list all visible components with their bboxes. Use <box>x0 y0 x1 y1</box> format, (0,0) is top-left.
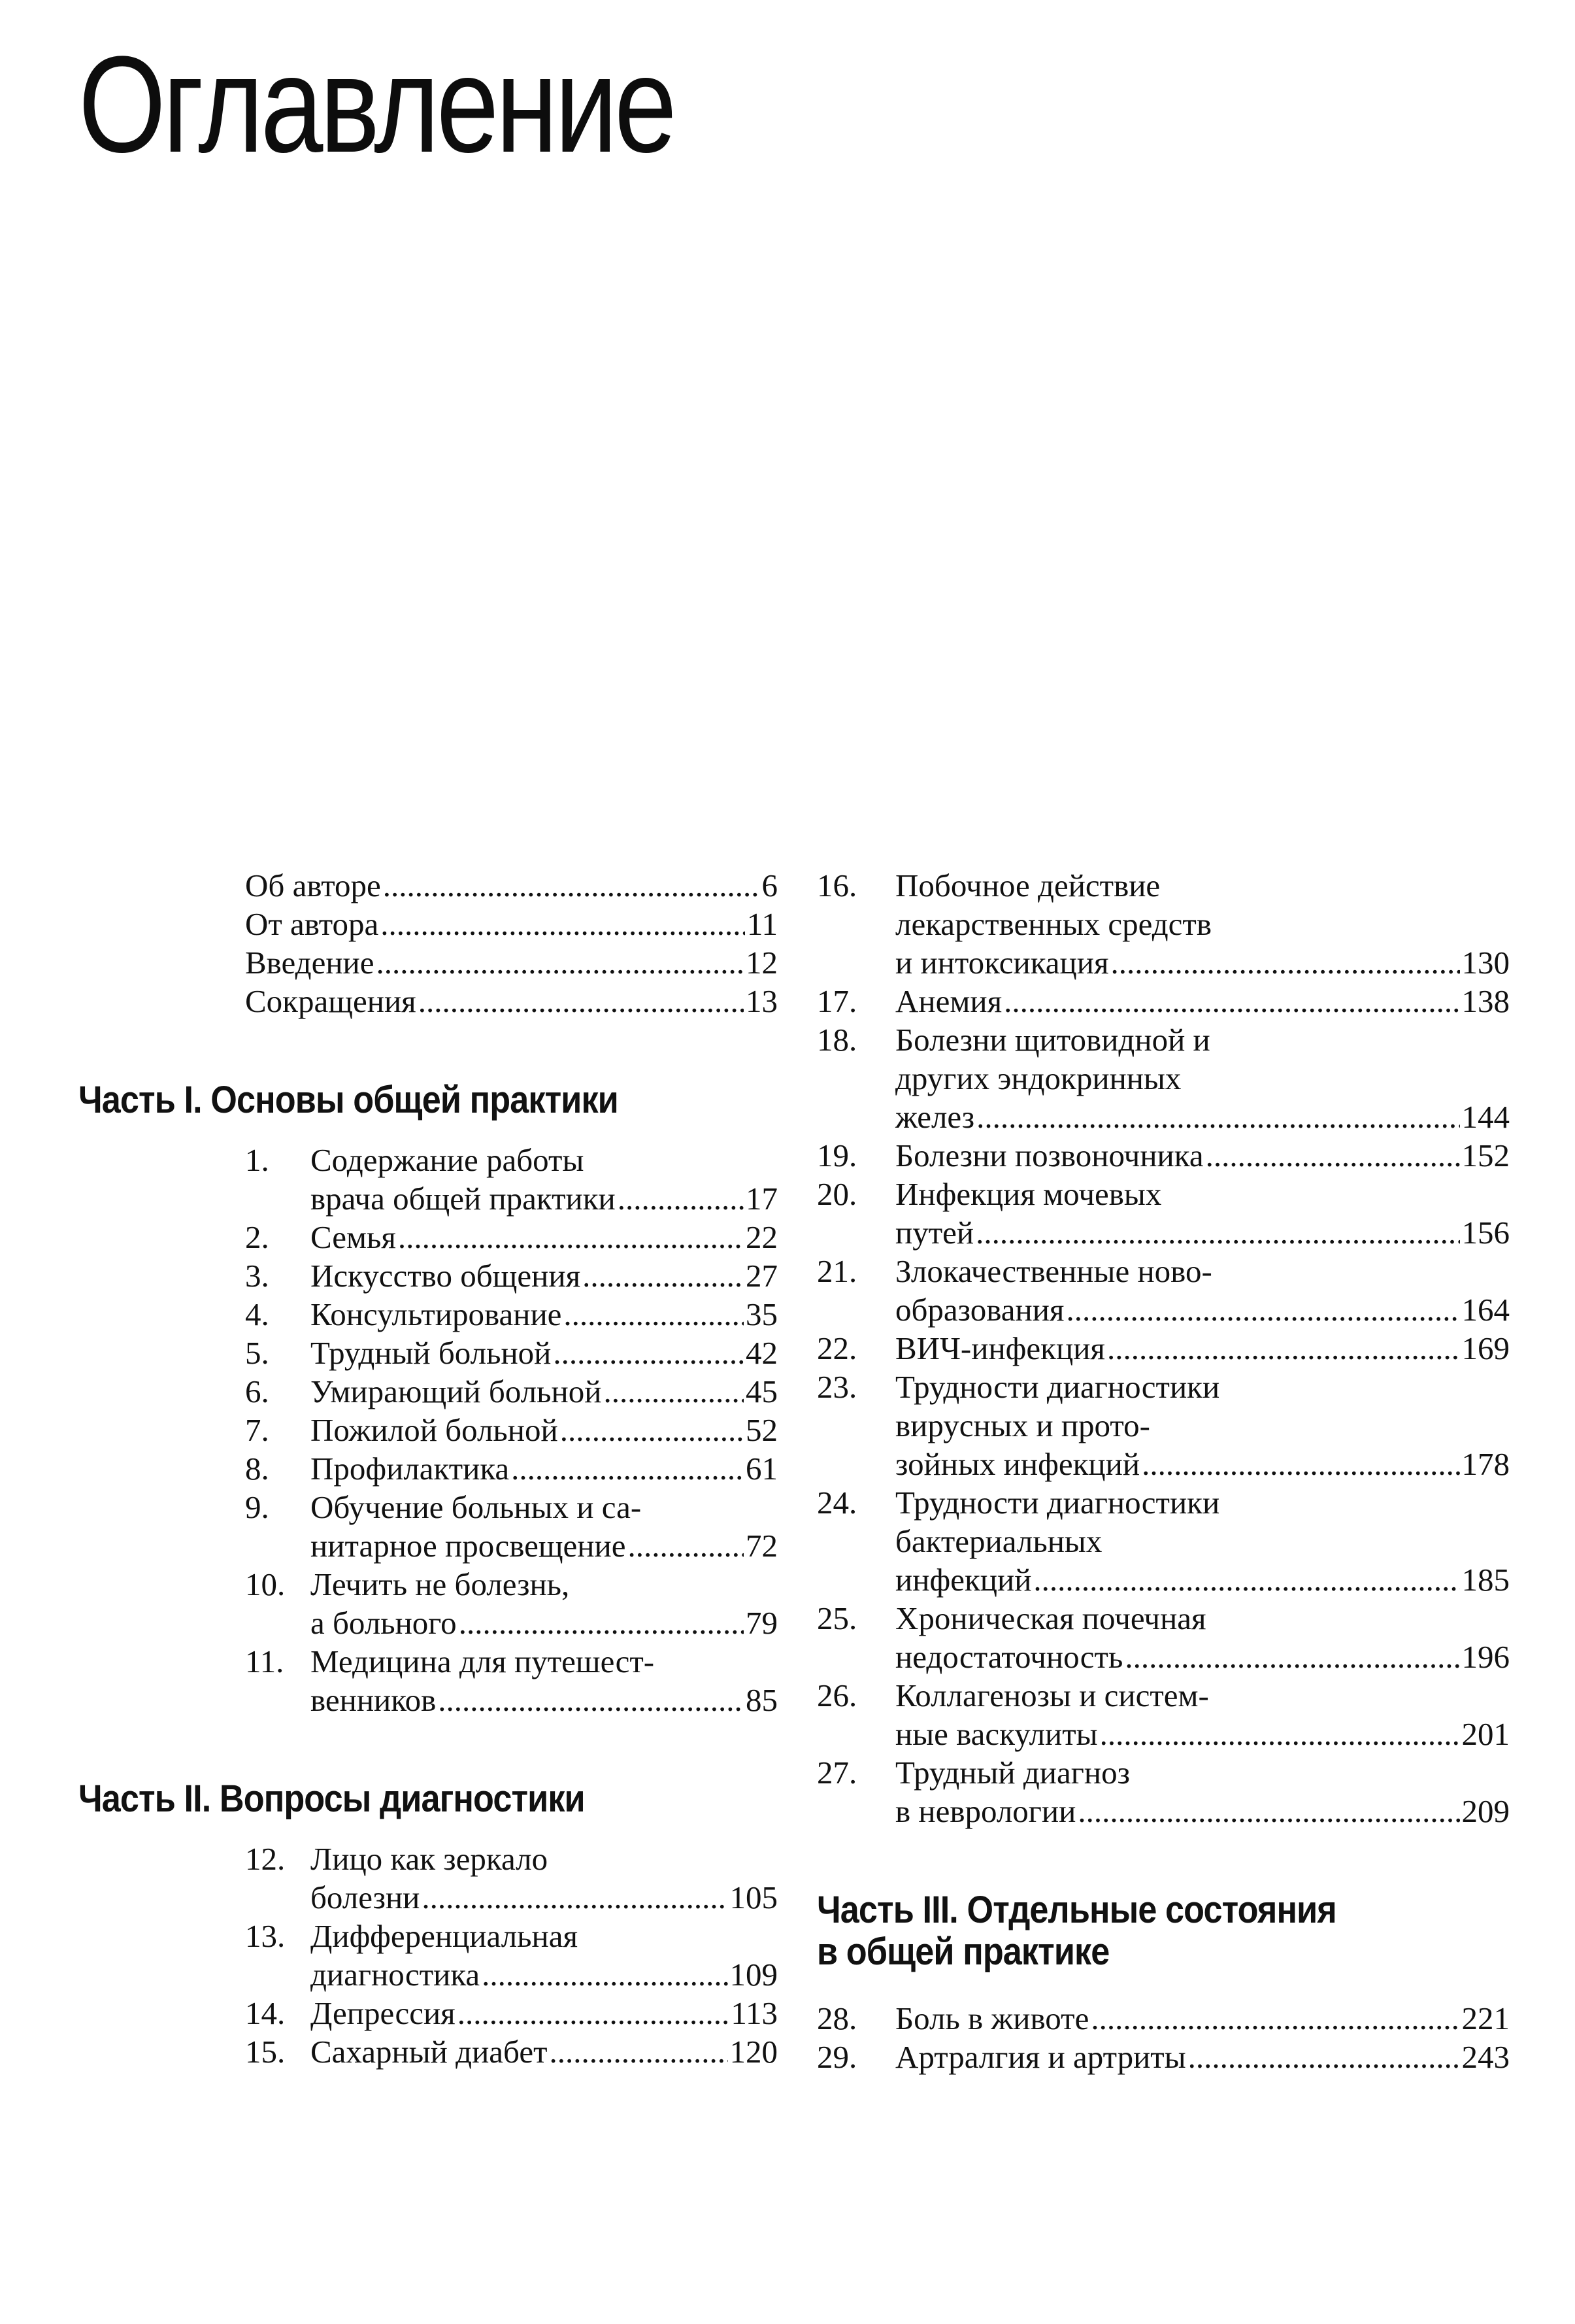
chapter-number: 10. <box>245 1566 286 1602</box>
chapter-title-line: Медицина для путешест- <box>310 1643 655 1679</box>
page-number: 152 <box>1461 1137 1510 1173</box>
chapter-number: 2. <box>245 1219 269 1255</box>
page-number: 45 <box>746 1373 778 1409</box>
page-number: 120 <box>729 2034 778 2070</box>
chapter-title-line: Боль в животе <box>895 2000 1089 2036</box>
chapter-title-line: Хроническая почечная <box>895 1600 1206 1636</box>
dot-leader <box>1033 1560 1459 1599</box>
toc-entry[interactable] <box>817 1329 1510 1368</box>
chapter-number: 4. <box>245 1296 269 1332</box>
chapter-list-part-2b <box>817 866 1510 1830</box>
toc-entry[interactable]: Введение ..... 12 <box>72 943 778 982</box>
chapter-number: 5. <box>245 1335 269 1371</box>
chapter-title-line: инфекций <box>895 1562 1032 1598</box>
toc-entry[interactable] <box>817 1175 1510 1252</box>
chapter-number: 28. <box>817 2000 857 2036</box>
page-title: Оглавление <box>78 27 674 181</box>
chapter-number: 9. <box>245 1489 269 1525</box>
page-number: 27 <box>746 1258 778 1294</box>
dot-leader <box>459 1604 744 1642</box>
dot-leader <box>618 1179 744 1218</box>
chapter-title-line: врача общей практики <box>310 1181 616 1217</box>
chapter-title-line: Сахарный диабет <box>310 2034 548 2070</box>
chapter-title-line: бактериальных <box>895 1523 1102 1559</box>
toc-entry[interactable] <box>817 866 1510 982</box>
page-number: 185 <box>1461 1562 1510 1598</box>
chapter-title-line: диагностика <box>310 1957 480 1993</box>
chapter-number: 13. <box>245 1918 286 1954</box>
dot-leader <box>1107 1329 1460 1368</box>
toc-entry[interactable] <box>72 1449 778 1488</box>
chapter-list-part-1 <box>72 1141 778 1719</box>
chapter-title-line: Трудности диагностики <box>895 1369 1220 1405</box>
chapter-number: 19. <box>817 1137 857 1173</box>
chapter-number: 24. <box>817 1485 857 1521</box>
page-number: 85 <box>746 1682 778 1718</box>
toc-left-column <box>72 866 778 2071</box>
toc-entry[interactable] <box>817 2038 1510 2076</box>
chapter-number: 21. <box>817 1253 857 1289</box>
chapter-title-line: Семья <box>310 1219 396 1255</box>
chapter-title-line: Лечить не болезнь, <box>310 1566 570 1602</box>
dot-leader <box>1206 1136 1460 1175</box>
chapter-number: 15. <box>245 2034 286 2070</box>
dot-leader <box>550 2032 728 2071</box>
page-number: 61 <box>746 1451 778 1487</box>
dot-leader <box>457 1994 729 2032</box>
chapter-title-line: Трудный диагноз <box>895 1755 1130 1791</box>
page-number: 144 <box>1461 1099 1510 1135</box>
chapter-number: 17. <box>817 983 857 1019</box>
dot-leader <box>511 1449 744 1488</box>
toc-entry[interactable] <box>817 1252 1510 1329</box>
page-number: 72 <box>746 1528 778 1564</box>
chapter-title-line: Консультирование <box>310 1296 562 1332</box>
chapter-number: 6. <box>245 1373 269 1409</box>
chapter-number: 29. <box>817 2039 857 2075</box>
chapter-title-line: ВИЧ-инфекция <box>895 1330 1105 1366</box>
chapter-title-line: болезни <box>310 1879 420 1915</box>
page-number: 164 <box>1461 1292 1510 1328</box>
page-number: 42 <box>746 1335 778 1371</box>
chapter-title-line: зойных инфекций <box>895 1446 1140 1482</box>
front-matter-list <box>72 866 778 1020</box>
chapter-number: 1. <box>245 1142 269 1178</box>
page-number: 243 <box>1461 2039 1510 2075</box>
toc-entry[interactable] <box>72 1994 778 2032</box>
dot-leader <box>1142 1445 1459 1483</box>
page-number: 113 <box>731 1995 778 2031</box>
toc-entry[interactable] <box>72 1565 778 1642</box>
toc-entry[interactable] <box>817 1483 1510 1599</box>
page-number: 109 <box>729 1957 778 1993</box>
dot-leader <box>1078 1792 1459 1830</box>
toc-entry[interactable] <box>72 1642 778 1719</box>
dot-leader <box>563 1295 744 1334</box>
page-number: 138 <box>1461 983 1510 1019</box>
chapter-title-line: Коллагенозы и систем- <box>895 1677 1209 1713</box>
toc-entry[interactable] <box>817 1999 1510 2038</box>
dot-leader <box>398 1218 744 1256</box>
chapter-title-line: ные васкулиты <box>895 1716 1098 1752</box>
chapter-number: 11. <box>245 1643 284 1679</box>
dot-leader <box>1100 1715 1460 1753</box>
chapter-title-line: в неврологии <box>895 1793 1076 1829</box>
page-number: 156 <box>1461 1215 1510 1251</box>
dot-leader <box>603 1372 744 1411</box>
page-number: 201 <box>1461 1716 1510 1752</box>
page-number: 169 <box>1461 1330 1510 1366</box>
part-heading: Часть II. Вопросы диагностики <box>78 1777 585 1820</box>
chapter-title-line: Искусство общения <box>310 1258 581 1294</box>
toc-entry[interactable] <box>817 1599 1510 1676</box>
page-number: 17 <box>746 1181 778 1217</box>
dot-leader <box>976 1213 1459 1252</box>
chapter-number: 18. <box>817 1022 857 1058</box>
toc-entry[interactable] <box>72 1488 778 1565</box>
chapter-title-line: Профилактика <box>310 1451 510 1487</box>
chapter-title-line: лекарственных средств <box>895 906 1212 942</box>
dot-leader <box>628 1526 744 1565</box>
page-number: 178 <box>1461 1446 1510 1482</box>
dot-leader <box>582 1256 744 1295</box>
page-number: 130 <box>1461 945 1510 981</box>
chapter-title-line: Содержание работы <box>310 1142 584 1178</box>
chapter-title-line: недостаточность <box>895 1639 1123 1675</box>
dot-leader <box>560 1411 744 1449</box>
toc-entry[interactable]: Об авторе ..... 6 <box>72 866 778 905</box>
toc-entry[interactable]: От автора ..... 11 <box>72 905 778 943</box>
toc-entry[interactable] <box>72 1256 778 1295</box>
toc-entry[interactable] <box>72 2032 778 2071</box>
toc-entry[interactable] <box>72 1840 778 1917</box>
toc-entry[interactable] <box>72 1295 778 1334</box>
dot-leader <box>1111 943 1460 982</box>
page-number: 209 <box>1461 1793 1510 1829</box>
chapter-number: 8. <box>245 1451 269 1487</box>
dot-leader <box>422 1878 727 1917</box>
toc-entry[interactable]: Сокращения ..... 13 <box>72 982 778 1020</box>
chapter-number: 23. <box>817 1369 857 1405</box>
toc-entry[interactable] <box>72 1334 778 1372</box>
chapter-number: 27. <box>817 1755 857 1791</box>
chapter-number: 7. <box>245 1412 269 1448</box>
dot-leader <box>482 1955 727 1994</box>
chapter-title-line: Побочное действие <box>895 867 1161 903</box>
page-number: 35 <box>746 1296 778 1332</box>
toc-right-column <box>817 866 1510 2076</box>
toc-entry[interactable] <box>817 1753 1510 1830</box>
chapter-number: 26. <box>817 1677 857 1713</box>
page-number: 196 <box>1461 1639 1510 1675</box>
chapter-number: 12. <box>245 1841 286 1877</box>
page-number: 22 <box>746 1219 778 1255</box>
chapter-title-line: вирусных и прото- <box>895 1407 1150 1443</box>
toc-entry[interactable] <box>817 1368 1510 1483</box>
chapter-number: 3. <box>245 1258 269 1294</box>
chapter-number: 22. <box>817 1330 857 1366</box>
chapter-title-line: венников <box>310 1682 437 1718</box>
dot-leader <box>1125 1638 1459 1676</box>
toc-entry[interactable] <box>72 1218 778 1256</box>
chapter-title-line: желез <box>895 1099 975 1135</box>
chapter-title-line: нитарное просвещение <box>310 1528 626 1564</box>
toc-entry[interactable] <box>72 1141 778 1218</box>
chapter-title-line: Лицо как зеркало <box>310 1841 548 1877</box>
chapter-list-part-3 <box>817 1999 1510 2076</box>
page-number: 221 <box>1461 2000 1510 2036</box>
chapter-number: 25. <box>817 1600 857 1636</box>
chapter-title-line: Обучение больных и са- <box>310 1489 642 1525</box>
page-number: 52 <box>746 1412 778 1448</box>
dot-leader <box>1066 1290 1459 1329</box>
chapter-title-line: Артралгия и артриты <box>895 2039 1186 2075</box>
chapter-title-line: Трудности диагностики <box>895 1485 1220 1521</box>
chapter-title-line: и интоксикация <box>895 945 1109 981</box>
toc-entry[interactable] <box>817 1020 1510 1136</box>
chapter-title-line: Умирающий больной <box>310 1373 602 1409</box>
chapter-number: 16. <box>817 867 857 903</box>
page-number: 79 <box>746 1605 778 1641</box>
part-heading: Часть I. Основы общей практики <box>78 1079 618 1121</box>
chapter-list-part-2a <box>72 1840 778 2071</box>
chapter-title-line: Анемия <box>895 983 1003 1019</box>
toc-entry[interactable] <box>72 1917 778 1994</box>
dot-leader <box>553 1334 744 1372</box>
dot-leader <box>976 1098 1459 1136</box>
toc-entry[interactable] <box>817 1676 1510 1753</box>
chapter-title-line: Трудный больной <box>310 1335 552 1371</box>
chapter-title-line: Инфекция мочевых <box>895 1176 1162 1212</box>
chapter-title-line: Пожилой больной <box>310 1412 558 1448</box>
chapter-title-line: Злокачественные ново- <box>895 1253 1212 1289</box>
chapter-number: 20. <box>817 1176 857 1212</box>
chapter-title-line: образования <box>895 1292 1065 1328</box>
chapter-title-line: Болезни позвоночника <box>895 1137 1204 1173</box>
chapter-title-line: Дифференциальная <box>310 1918 578 1954</box>
dot-leader <box>1004 982 1459 1020</box>
dot-leader <box>438 1681 744 1719</box>
chapter-title-line: Болезни щитовидной и <box>895 1022 1210 1058</box>
chapter-title-line: других эндокринных <box>895 1060 1182 1096</box>
chapter-number: 14. <box>245 1995 286 2031</box>
chapter-title-line: Депрессия <box>310 1995 456 2031</box>
toc-entry[interactable] <box>72 1372 778 1411</box>
chapter-title-line: а больного <box>310 1605 457 1641</box>
toc-entry[interactable] <box>72 1411 778 1449</box>
chapter-title-line: путей <box>895 1215 974 1251</box>
dot-leader <box>1091 1999 1459 2038</box>
page-number: 105 <box>729 1879 778 1915</box>
toc-entry[interactable] <box>817 1136 1510 1175</box>
part-heading: Часть III. Отдельные состояния в общей практике <box>817 1889 1336 1973</box>
toc-entry[interactable] <box>817 982 1510 1020</box>
dot-leader <box>1188 2038 1460 2076</box>
